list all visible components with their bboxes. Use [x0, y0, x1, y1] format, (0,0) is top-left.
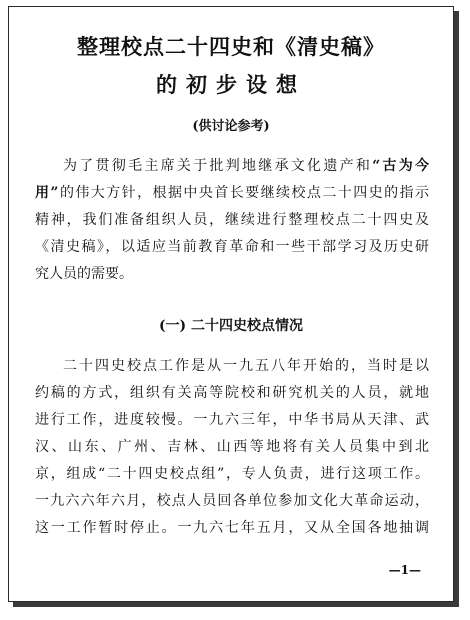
document-page	[8, 6, 454, 602]
page-number: —1—	[388, 563, 421, 577]
intro-line-2-emphasis: 用”	[35, 185, 59, 201]
intro-line-2-text: 的伟大方针，根据中央首长要继续校点二十四史的指示	[58, 185, 429, 201]
intro-paragraph	[35, 153, 429, 288]
section-line-6: 一九六六年六月，校点人员回各单位参加文化大革命运动，	[35, 493, 429, 509]
section-heading: (一) 二十四史校点情况	[158, 318, 304, 334]
document-title-line-2: 的初步设想	[156, 72, 306, 97]
section-line-4: 汉、山东、广州、吉林、山西等地将有关人员集中到北	[35, 439, 429, 455]
intro-line-1	[35, 153, 429, 180]
document-title-line-1: 整理校点二十四史和《清史稿》	[77, 34, 385, 59]
intro-line-5: 究人员的需要。	[35, 266, 133, 282]
document-subtitle: (供讨论参考)	[192, 119, 270, 134]
section-paragraph	[35, 353, 429, 542]
intro-line-1-emphasis: “古为今	[372, 158, 430, 174]
section-line-7: 这一工作暂时停止。一九六七年五月，又从全国各地抽调	[35, 520, 429, 536]
section-line-2: 约稿的方式，组织有关高等院校和研究机关的人员，就地	[35, 385, 429, 401]
intro-line-4: 《清史稿》，以适应当前教育革命和一些干部学习及历史研	[35, 239, 429, 255]
section-line-5: 京，组成“二十四史校点组”，专人负责，进行这项工作。	[35, 466, 429, 482]
section-line-1: 二十四史校点工作是从一九五八年开始的，当时是以	[63, 358, 429, 374]
intro-line-1-text: 为了贯彻毛主席关于批判地继承文化遗产和	[63, 158, 373, 174]
intro-line-2	[35, 180, 429, 207]
section-line-3: 进行工作，进度较慢。一九六三年，中华书局从天津、武	[35, 412, 429, 428]
intro-line-3: 精神，我们准备组织人员，继续进行整理校点二十四史及	[35, 212, 429, 228]
